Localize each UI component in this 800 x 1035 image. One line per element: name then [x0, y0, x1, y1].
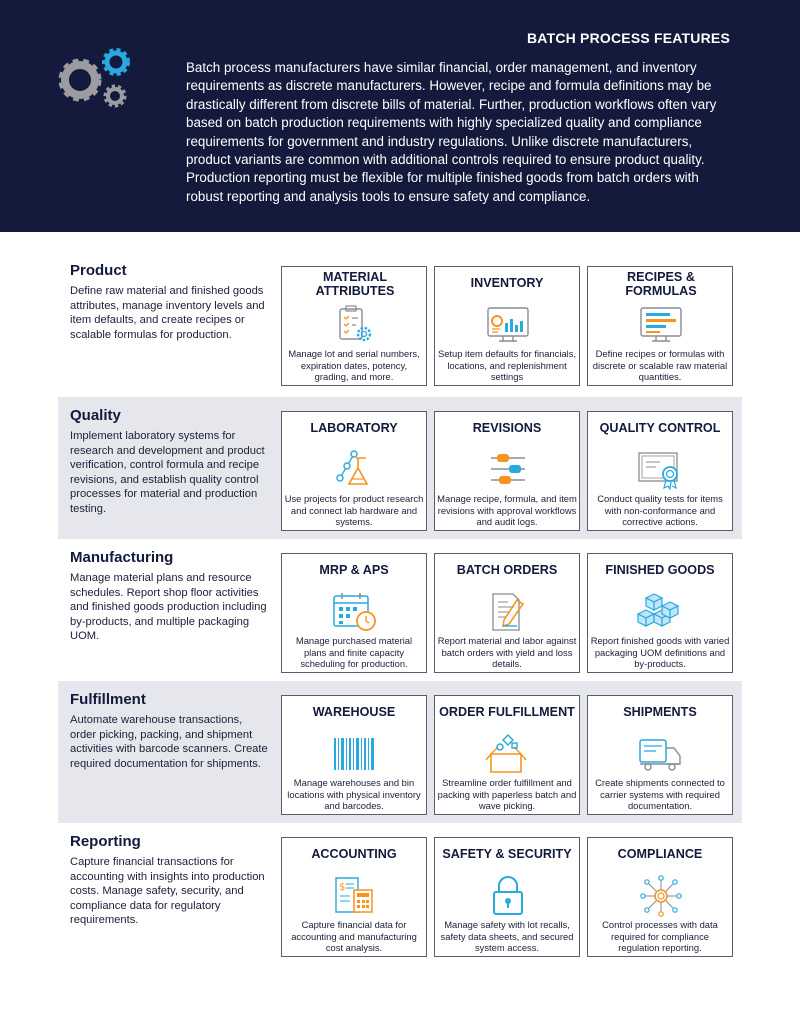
- card-description: Manage warehouses and bin locations with physical inventory and barcodes.: [287, 777, 421, 812]
- feature-card-quality-control: [587, 411, 733, 531]
- card-description: Streamline order fulfillment and packing with paperless batch and wave picking.: [437, 777, 577, 812]
- section-title: Product: [70, 262, 127, 279]
- feature-card-laboratory: [281, 411, 427, 531]
- card-title: FINISHED GOODS: [605, 563, 715, 577]
- document-pencil-icon: [483, 590, 533, 634]
- feature-card-warehouse: [281, 695, 427, 815]
- card-description: Capture financial data for accounting and manufacturing cost analysis.: [291, 919, 417, 954]
- gears-icon: [52, 44, 136, 114]
- monitor-list-icon: [636, 303, 686, 347]
- section-description: Capture financial transactions for accounting with insights into production costs. Manage safety, security, and compliance data for regulatory requirements.: [70, 856, 265, 927]
- card-title: MATERIAL ATTRIBUTES: [315, 270, 395, 298]
- section-description: Automate warehouse transactions, order picking, packing, and shipment activities with barcode scanners. Create required documentation for shipments.: [70, 714, 268, 770]
- card-description: Manage recipe, formula, and item revisions with approval workflows and audit logs.: [437, 493, 577, 528]
- feature-card-shipments: [587, 695, 733, 815]
- sliders-icon: [483, 448, 533, 492]
- card-title: REVISIONS: [472, 421, 542, 435]
- calculator-document-icon: [330, 874, 380, 918]
- card-title: LABORATORY: [310, 421, 398, 435]
- feature-card-finished-goods: [587, 553, 733, 673]
- card-title: ORDER FULFILLMENT: [439, 705, 575, 719]
- boxes-icon: [636, 590, 686, 634]
- feature-card-recipes-and-formulas: [587, 266, 733, 386]
- intro-paragraph: Batch process manufacturers have similar financial, order management, and inventory requirements as discrete manufacturers. However, recipe and formula definitions may be drastically different from discrete bills of material. Further, production workflows often vary based on batch production requirements with highly specialized quality and compliance requirements for government and industry regulations. Unlike discrete manufacturers, product variants are common with additional controls required to ensure product quality. Production reporting must be flexible for multiple finished goods from batch orders with robust reporting and analysis tools to ensure safety and compliance.: [186, 60, 717, 204]
- open-box-icon: [483, 732, 533, 776]
- page-header: [0, 0, 800, 232]
- card-title: ACCOUNTING: [311, 847, 397, 861]
- padlock-icon: [483, 874, 533, 918]
- feature-card-mrp-and-aps: [281, 553, 427, 673]
- section-description: Define raw material and finished goods attributes, manage inventory levels and item defaults, and create recipes or scalable formulas for production.: [70, 285, 265, 341]
- page-title: BATCH PROCESS FEATURES: [526, 30, 730, 46]
- card-title: RECIPES & FORMULAS: [625, 270, 697, 298]
- feature-card-accounting: [281, 837, 427, 957]
- card-description: Manage safety with lot recalls, safety data sheets, and secured system access.: [440, 919, 574, 954]
- card-description: Use projects for product research and connect lab hardware and systems.: [284, 493, 424, 528]
- card-title: QUALITY CONTROL: [599, 421, 721, 435]
- barcode-icon: [330, 732, 380, 776]
- card-title: COMPLIANCE: [617, 847, 703, 861]
- card-description: Create shipments connected to carrier systems with required documentation.: [595, 777, 725, 812]
- card-description: Control processes with data required for compliance regulation reporting.: [602, 919, 718, 954]
- card-description: Manage lot and serial numbers, expiration dates, potency, grading, and more.: [288, 348, 420, 383]
- clipboard-gear-icon: [330, 303, 380, 347]
- section-description: Manage material plans and resource schedules. Report shop floor activities and finished goods production including by-products, and multiple packaging UOM.: [70, 572, 267, 643]
- monitor-chart-icon: [483, 303, 533, 347]
- certificate-ribbon-icon: [636, 448, 686, 492]
- feature-card-inventory: [434, 266, 580, 386]
- card-title: SHIPMENTS: [623, 705, 697, 719]
- card-title: SAFETY & SECURITY: [442, 847, 572, 861]
- calendar-clock-icon: [330, 590, 380, 634]
- section-title: Reporting: [70, 833, 141, 850]
- feature-card-batch-orders: [434, 553, 580, 673]
- card-description: Report material and labor against batch orders with yield and loss details.: [437, 635, 577, 670]
- fingerprint-network-icon: [636, 874, 686, 918]
- card-description: Manage purchased material plans and finite capacity scheduling for production.: [295, 635, 413, 670]
- section-title: Manufacturing: [70, 549, 174, 566]
- card-description: Report finished goods with varied packaging UOM definitions and by-products.: [590, 635, 730, 670]
- flask-molecule-icon: [330, 448, 380, 492]
- card-title: WAREHOUSE: [312, 705, 396, 719]
- card-description: Setup item defaults for financials, locations, and replenishment settings: [437, 348, 577, 383]
- feature-card-compliance: [587, 837, 733, 957]
- feature-card-safety-and-security: [434, 837, 580, 957]
- truck-icon: [636, 732, 686, 776]
- section-description: Implement laboratory systems for research and development and product verification, control formula and recipe revisions, and establish quality control processes for material and production testing.: [70, 430, 265, 515]
- feature-card-material-attributes: [281, 266, 427, 386]
- card-title: BATCH ORDERS: [456, 563, 558, 577]
- card-title: MRP & APS: [319, 563, 389, 577]
- section-title: Quality: [70, 407, 121, 424]
- svg-text:$: $: [339, 882, 346, 893]
- card-title: INVENTORY: [470, 276, 544, 290]
- feature-card-revisions: [434, 411, 580, 531]
- card-description: Define recipes or formulas with discrete or scalable raw material quantities.: [592, 348, 728, 383]
- card-description: Conduct quality tests for items with non-conformance and corrective actions.: [597, 493, 723, 528]
- feature-card-order-fulfillment: [434, 695, 580, 815]
- section-title: Fulfillment: [70, 691, 146, 708]
